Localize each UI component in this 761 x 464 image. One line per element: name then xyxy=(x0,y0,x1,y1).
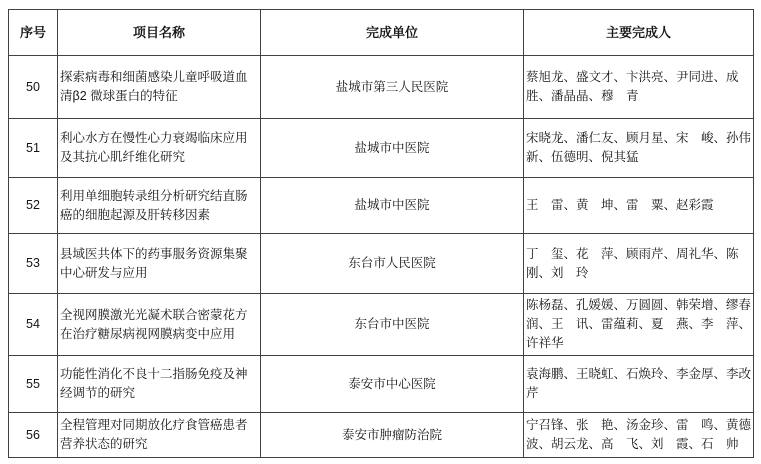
unit-cell: 盐城市第三人民医院 xyxy=(261,56,524,119)
header-people: 主要完成人 xyxy=(524,10,754,56)
table-row xyxy=(9,234,754,294)
header-no: 序号 xyxy=(9,10,58,56)
unit-cell: 盐城市中医院 xyxy=(261,119,524,178)
project-name-cell: 利用单细胞转录组分析研究结直肠癌的细胞起源及肝转移因素 xyxy=(58,178,261,234)
project-name-cell: 全程管理对同期放化疗食管癌患者营养状态的研究 xyxy=(58,413,261,458)
row-number-cell: 51 xyxy=(9,119,58,178)
row-number-cell: 50 xyxy=(9,56,58,119)
people-cell: 陈杨磊、孔媛媛、万圆圆、韩荣增、缪春润、王 讯、雷蕴莉、夏 燕、李 萍、许祥华 xyxy=(524,294,754,356)
people-cell: 宁召锋、张 艳、汤金珍、雷 鸣、黄德波、胡云龙、高 飞、刘 霞、石 帅 xyxy=(524,413,754,458)
header-unit: 完成单位 xyxy=(261,10,524,56)
table-row xyxy=(9,356,754,413)
project-name-cell: 全视网膜激光光凝术联合密蒙花方在治疗糖尿病视网膜病变中应用 xyxy=(58,294,261,356)
projects-table xyxy=(8,9,754,458)
row-number-cell: 55 xyxy=(9,356,58,413)
project-name-cell: 探索病毒和细菌感染儿童呼吸道血清β2 微球蛋白的特征 xyxy=(58,56,261,119)
row-number-cell: 52 xyxy=(9,178,58,234)
row-number-cell: 53 xyxy=(9,234,58,294)
row-number-cell: 56 xyxy=(9,413,58,458)
project-name-cell: 功能性消化不良十二指肠免疫及神经调节的研究 xyxy=(58,356,261,413)
unit-cell: 盐城市中医院 xyxy=(261,178,524,234)
project-name-cell: 县域医共体下的药事服务资源集聚中心研发与应用 xyxy=(58,234,261,294)
project-name-cell: 利心水方在慢性心力衰竭临床应用及其抗心肌纤维化研究 xyxy=(58,119,261,178)
header-project: 项目名称 xyxy=(58,10,261,56)
table-row xyxy=(9,178,754,234)
row-number-cell: 54 xyxy=(9,294,58,356)
table-header-row xyxy=(9,10,754,56)
people-cell: 丁 玺、花 萍、顾雨芹、周礼华、陈 刚、刘 玲 xyxy=(524,234,754,294)
table-row xyxy=(9,413,754,458)
unit-cell: 东台市人民医院 xyxy=(261,234,524,294)
people-cell: 王 雷、黄 坤、雷 粟、赵彩霞 xyxy=(524,178,754,234)
unit-cell: 东台市中医院 xyxy=(261,294,524,356)
people-cell: 蔡旭龙、盛文才、卞洪亮、尹同进、成 胜、潘晶晶、穆 青 xyxy=(524,56,754,119)
people-cell: 袁海鹏、王晓虹、石焕玲、李金厚、李改芹 xyxy=(524,356,754,413)
table-row xyxy=(9,56,754,119)
people-cell: 宋晓龙、潘仁友、顾月星、宋 峻、孙伟新、伍德明、倪其猛 xyxy=(524,119,754,178)
table-row xyxy=(9,119,754,178)
unit-cell: 泰安市中心医院 xyxy=(261,356,524,413)
unit-cell: 泰安市肿瘤防治院 xyxy=(261,413,524,458)
table-row xyxy=(9,294,754,356)
